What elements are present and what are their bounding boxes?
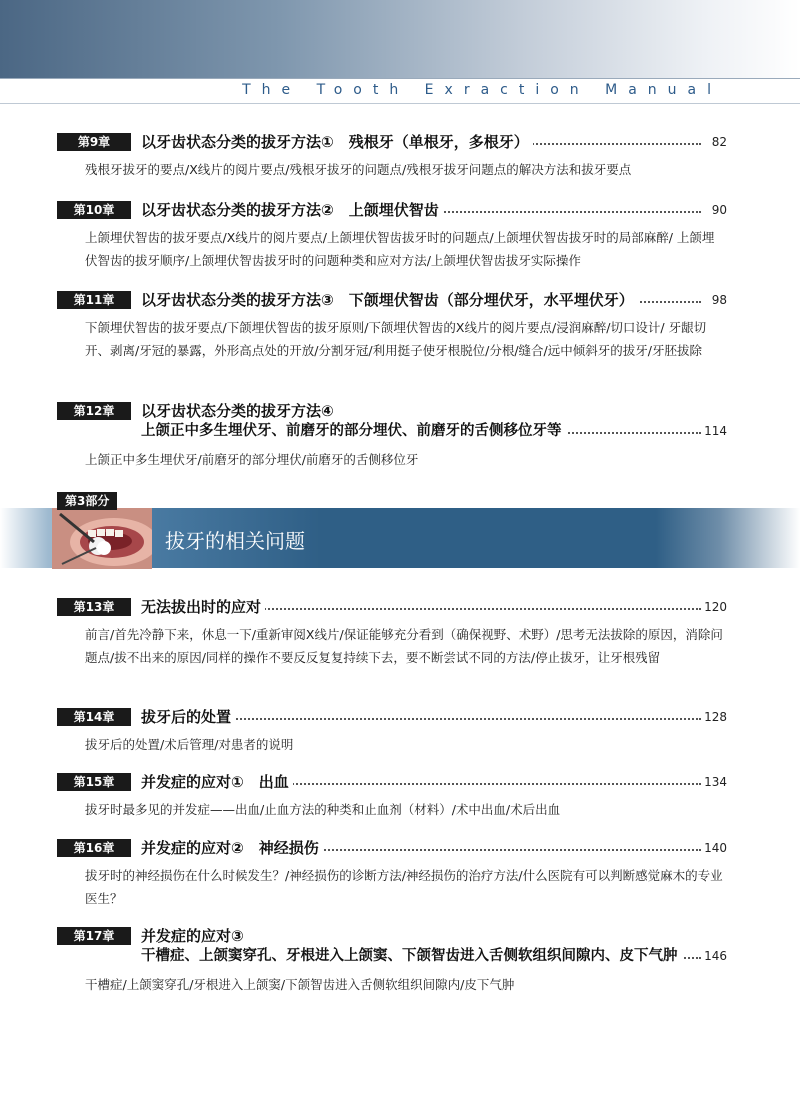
chapter-title: 以牙齿状态分类的拔牙方法④: [141, 401, 338, 421]
chapter-title: 并发症的应对② 神经损伤: [141, 838, 323, 858]
chapter-description: 干槽症/上颌窦穿孔/牙根进入上颌窦/下颌智齿进入舌侧软组织间隙内/皮下气肿: [85, 977, 515, 992]
chapter-description: 拔牙后的处置/术后管理/对患者的说明: [85, 737, 294, 752]
chapter-title: 以牙齿状态分类的拔牙方法③ 下颌埋伏智齿（部分埋伏牙，水平埋伏牙）: [141, 290, 638, 310]
page-number: 114: [704, 424, 727, 438]
chapter-badge: 第17章: [57, 927, 131, 945]
page-number: 146: [704, 949, 727, 963]
chapter-subtitle: 上颌正中多生埋伏牙、前磨牙的部分埋伏、前磨牙的舌侧移位牙等: [141, 421, 566, 441]
chapter-description: 上颌正中多生埋伏牙/前磨牙的部分埋伏/前磨牙的舌侧移位牙: [85, 452, 419, 467]
chapter-description: 上颌埋伏智齿的拔牙要点/X线片的阅片要点/上颌埋伏智齿拔牙时的问题点/上颌埋伏智齿拔牙时的局部麻醉/ 上颌埋伏智齿的拔牙顺序/上颌埋伏智齿拔牙时的问题种类和应对方法/上颌埋伏智齿拔牙实际操作: [85, 230, 715, 268]
toc-entry-chapter-11[interactable]: [57, 290, 727, 358]
chapter-title: 以牙齿状态分类的拔牙方法① 残根牙（单根牙，多根牙）: [141, 132, 533, 152]
page-number: 128: [704, 710, 727, 724]
chapter-badge: 第9章: [57, 133, 131, 151]
chapter-title: 无法拔出时的应对: [141, 597, 265, 617]
chapter-subtitle: 干槽症、上颌窦穿孔、牙根进入上颌窦、下颌智齿进入舌侧软组织间隙内、皮下气肿: [141, 946, 682, 966]
toc-entry-chapter-9[interactable]: [57, 132, 727, 177]
header-divider: [0, 78, 800, 79]
page-number: 134: [704, 775, 727, 789]
toc-entry-chapter-14[interactable]: [57, 707, 727, 752]
page-number: 98: [711, 293, 727, 307]
header-rule: [0, 103, 800, 104]
running-title: The Tooth Exraction Manual: [242, 82, 722, 98]
chapter-title: 并发症的应对① 出血: [141, 772, 293, 792]
chapter-badge: 第14章: [57, 708, 131, 726]
chapter-description: 前言/首先冷静下来，休息一下/重新审阅X线片/保证能够充分看到（确保视野、术野）/思考无法拔除的原因，消除问题点/拔不出来的原因/同样的操作不要反反复复持续下去，要不断尝试不同的方法/停止拔牙，让牙根残留: [85, 627, 723, 665]
chapter-badge: 第11章: [57, 291, 131, 309]
chapter-badge: 第16章: [57, 839, 131, 857]
page-number: 90: [711, 203, 727, 217]
chapter-description: 拔牙时的神经损伤在什么时候发生？/神经损伤的诊断方法/神经损伤的治疗方法/什么医院有可以判断感觉麻木的专业医生？: [85, 868, 723, 906]
chapter-description: 拔牙时最多见的并发症——出血/止血方法的种类和止血剂（材料）/术中出血/术后出血: [85, 802, 561, 817]
page-number: 140: [704, 841, 727, 855]
part-title: 拔牙的相关问题: [165, 529, 305, 553]
chapter-badge: 第10章: [57, 201, 131, 219]
part-banner: [0, 492, 800, 580]
toc-entry-chapter-13[interactable]: [57, 597, 727, 665]
page-number: 82: [711, 135, 727, 149]
toc-entry-chapter-17[interactable]: [57, 926, 727, 992]
page-number: 120: [704, 600, 727, 614]
toc-entry-chapter-15[interactable]: [57, 772, 727, 817]
header-band: [0, 0, 800, 78]
chapter-title: 并发症的应对③: [141, 926, 248, 946]
chapter-badge: 第12章: [57, 402, 131, 420]
toc-entry-chapter-10[interactable]: [57, 200, 727, 268]
toc-entry-chapter-16[interactable]: [57, 838, 727, 906]
chapter-badge: 第13章: [57, 598, 131, 616]
part-label: 第3部分: [57, 492, 117, 510]
chapter-description: 残根牙拔牙的要点/X线片的阅片要点/残根牙拔牙的问题点/残根牙拔牙问题点的解决方法和拔牙要点: [85, 162, 632, 177]
chapter-description: 下颌埋伏智齿的拔牙要点/下颌埋伏智齿的拔牙原则/下颌埋伏智齿的X线片的阅片要点/浸润麻醉/切口设计/ 牙龈切开、剥离/牙冠的暴露，外形高点处的开放/分割牙冠/利用挺子使牙根脱位/分根/缝合/远中倾斜牙的拔牙/牙胚拔除: [85, 320, 707, 358]
part-photo: [52, 508, 152, 569]
chapter-badge: 第15章: [57, 773, 131, 791]
toc-entry-chapter-12[interactable]: [57, 401, 727, 467]
chapter-title: 以牙齿状态分类的拔牙方法② 上颌埋伏智齿: [141, 200, 443, 220]
chapter-title: 拔牙后的处置: [141, 707, 235, 727]
